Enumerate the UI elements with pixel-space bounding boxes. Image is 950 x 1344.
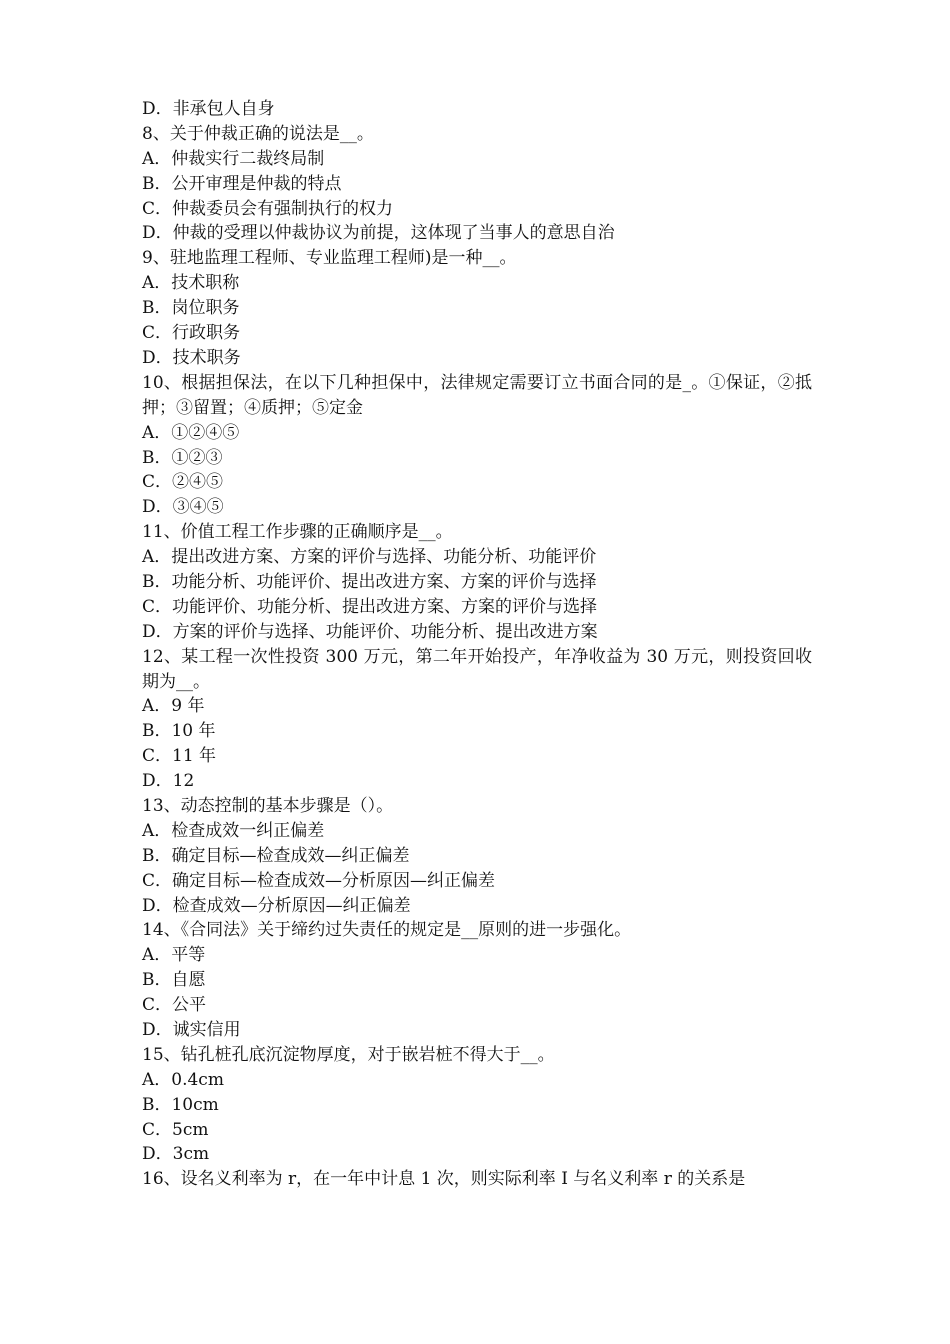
option-line: D．诚实信用 bbox=[142, 1020, 241, 1041]
option-line: B．功能分析、功能评价、提出改进方案、方案的评价与选择 bbox=[142, 571, 597, 592]
question-line: 15、钻孔桩孔底沉淀物厚度，对于嵌岩桩不得大于__。 bbox=[142, 1044, 555, 1065]
option-line: D．方案的评价与选择、功能评价、功能分析、提出改进方案 bbox=[142, 621, 598, 642]
option-line: D．检查成效—分析原因—纠正偏差 bbox=[142, 895, 411, 916]
question-line: 9、驻地监理工程师、专业监理工程师)是一种__。 bbox=[142, 248, 517, 269]
question-line: 16、设名义利率为 r，在一年中计息 1 次，则实际利率 I 与名义利率 r 的关系是 bbox=[142, 1169, 746, 1190]
option-line: A．平等 bbox=[142, 945, 206, 966]
option-line: A．技术职称 bbox=[142, 273, 240, 294]
document-body bbox=[142, 97, 812, 1192]
option-line: D．非承包人自身 bbox=[142, 99, 275, 119]
question-line: 8、关于仲裁正确的说法是__。 bbox=[142, 123, 374, 144]
option-line: B．①②③ bbox=[142, 447, 223, 468]
option-line: C．确定目标—检查成效—分析原因—纠正偏差 bbox=[142, 870, 496, 891]
option-line: B．岗位职务 bbox=[142, 298, 240, 319]
option-line: C．行政职务 bbox=[142, 323, 241, 344]
option-line: D．12 bbox=[142, 771, 195, 792]
question-line: 10、根据担保法，在以下几种担保中，法律规定需要订立书面合同的是_。①保证，②抵押；③留置；④质押；⑤定金 bbox=[142, 372, 812, 418]
option-line: C．5cm bbox=[142, 1119, 209, 1140]
question-line: 12、某工程一次性投资 300 万元，第二年开始投产，年净收益为 30 万元，则投资回收期为__。 bbox=[142, 646, 812, 692]
option-line: B．自愿 bbox=[142, 970, 206, 991]
option-line: C．功能评价、功能分析、提出改进方案、方案的评价与选择 bbox=[142, 596, 598, 617]
option-line: B．10 年 bbox=[142, 721, 216, 742]
option-line: A．9 年 bbox=[142, 696, 205, 717]
question-line: 14、《合同法》关于缔约过失责任的规定是__原则的进一步强化。 bbox=[142, 920, 632, 941]
option-line: B．10cm bbox=[142, 1094, 219, 1115]
option-line: A．检查成效一纠正偏差 bbox=[142, 820, 325, 841]
option-line: B．确定目标—检查成效—纠正偏差 bbox=[142, 845, 410, 866]
option-line: C．仲裁委员会有强制执行的权力 bbox=[142, 198, 394, 219]
option-line: D．技术职务 bbox=[142, 347, 241, 368]
question-line: 11、价值工程工作步骤的正确顺序是__。 bbox=[142, 522, 453, 543]
option-line: B．公开审理是仲裁的特点 bbox=[142, 173, 342, 194]
option-line: D．③④⑤ bbox=[142, 497, 224, 518]
option-line: D．仲裁的受理以仲裁协议为前提，这体现了当事人的意思自治 bbox=[142, 223, 615, 244]
option-line: C．②④⑤ bbox=[142, 472, 224, 493]
option-line: D．3cm bbox=[142, 1144, 210, 1165]
option-line: C．公平 bbox=[142, 995, 207, 1016]
question-line: 13、动态控制的基本步骤是（）。 bbox=[142, 796, 394, 816]
option-line: A．提出改进方案、方案的评价与选择、功能分析、功能评价 bbox=[142, 547, 597, 568]
option-line: A．①②④⑤ bbox=[142, 422, 240, 443]
option-line: A．仲裁实行二裁终局制 bbox=[142, 148, 325, 169]
option-line: C．11 年 bbox=[142, 746, 217, 767]
option-line: A．0.4cm bbox=[142, 1069, 224, 1090]
